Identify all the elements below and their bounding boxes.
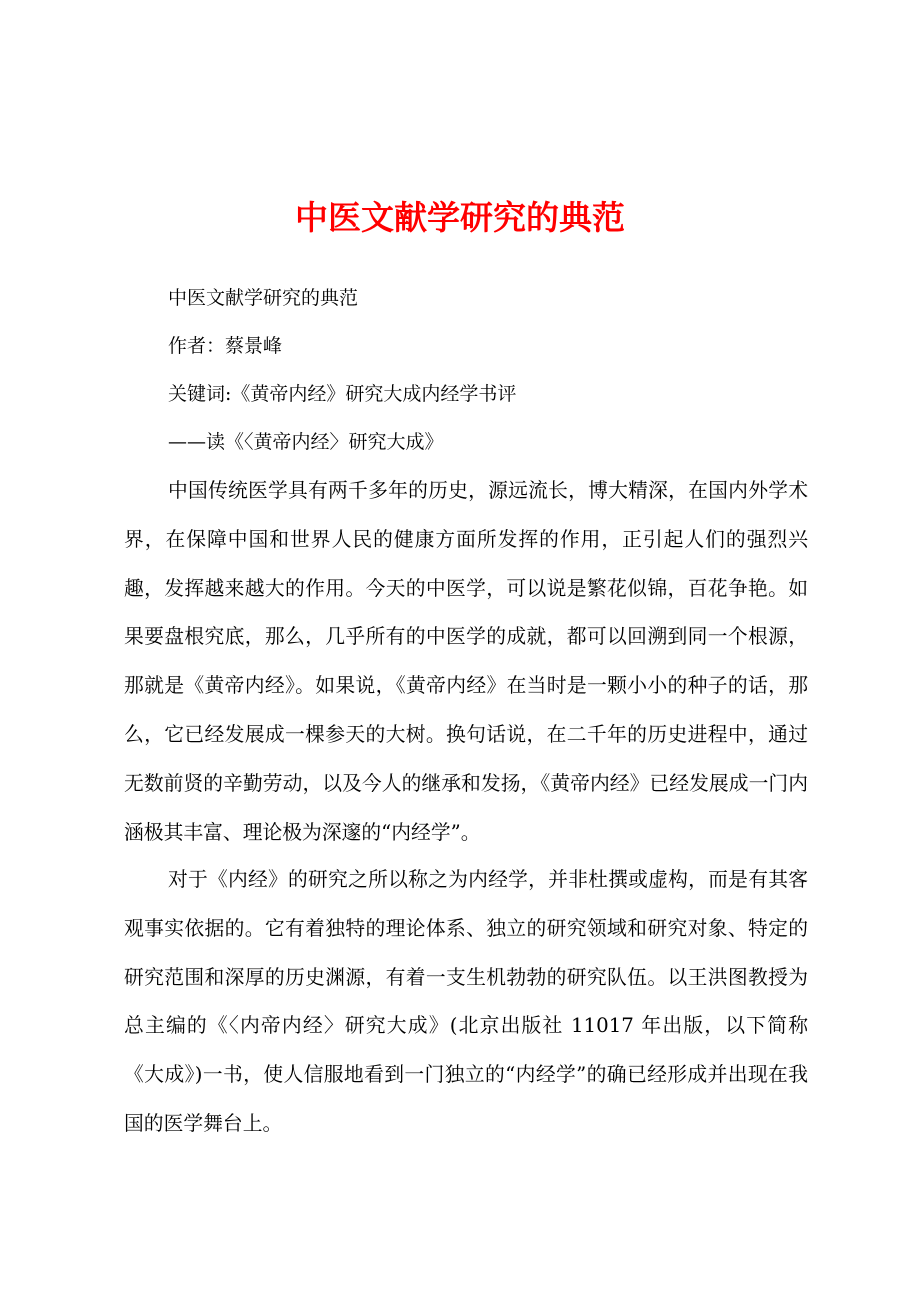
article-title-line: 中医文献学研究的典范 xyxy=(168,287,359,309)
body-paragraph-2: 对于《内经》的研究之所以称之为内经学，并非杜撰或虚构，而是有其客观事实依据的。它有着独特的理论体系、独立的研究领域和研究对象、特定的研究范围和深厚的历史渊源，有着一支生机勃勃的研究队伍。以王洪图教授为总主编的《〈内帝内经〉研究大成》(北京出版社 11017 年出版，以下简称《大成》)一书，使人信服地看到一门独立的“内经学”的确已经形成并出现在我国的医学舞台上。 xyxy=(124,868,808,1135)
document-title: 中医文献学研究的典范 xyxy=(295,198,625,237)
body-paragraph-1: 中国传统医学具有两千多年的历史，源远流长，博大精深，在国内外学术界，在保障中国和世界人民的健康方面所发挥的作用，正引起人们的强烈兴趣，发挥越来越大的作用。今天的中医学，可以说是繁花似锦，百花争艳。如果要盘根究底，那么，几乎所有的中医学的成就，都可以回溯到同一个根源，那就是《黄帝内经》。如果说，《黄帝内经》在当时是一颗小小的种子的话，那么，它已经发展成一棵参天的大树。换句话说，在二千年的历史进程中，通过无数前贤的辛勤劳动，以及今人的继承和发扬，《黄帝内经》已经发展成一门内涵极其丰富、理论极为深邃的“内经学”。 xyxy=(124,479,808,844)
keywords-line: 关键词:《黄帝内经》研究大成内经学书评 xyxy=(168,383,517,405)
review-subtitle-line: ——读《〈黄帝内经〉研究大成》 xyxy=(168,431,444,453)
author-line: 作者：蔡景峰 xyxy=(168,335,283,357)
